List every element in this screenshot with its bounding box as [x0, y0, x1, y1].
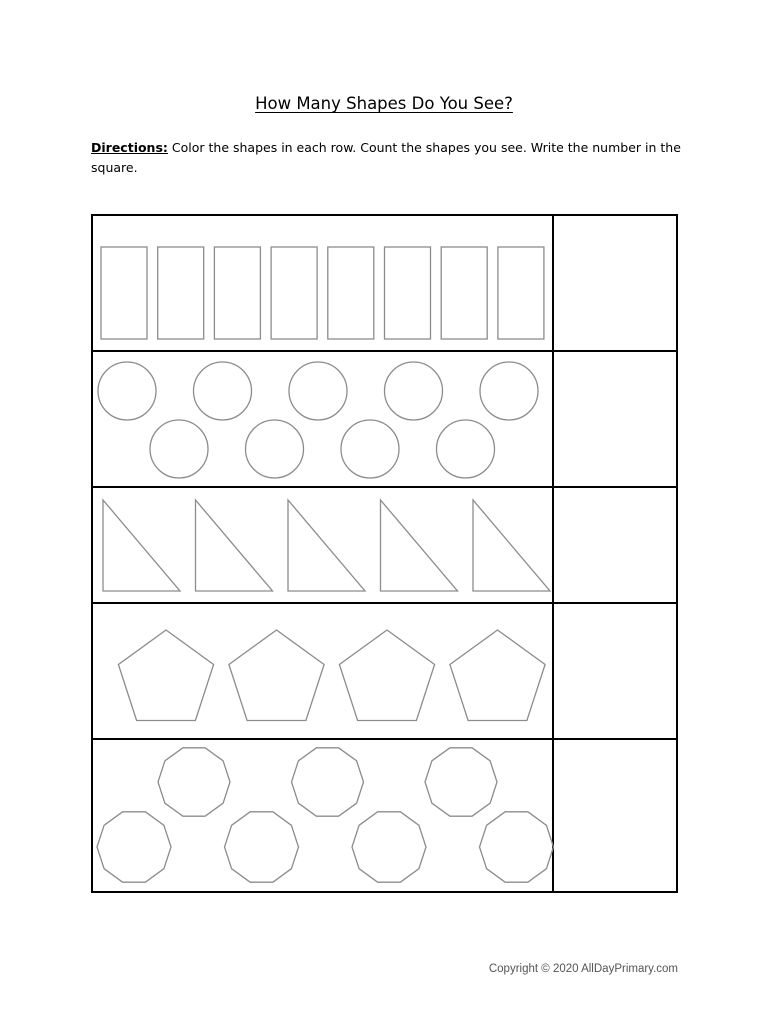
circle-shape[interactable]: [194, 362, 252, 420]
directions-text: Color the shapes in each row. Count the shapes you see. Write the number in the square.: [91, 140, 681, 175]
pentagon-shape[interactable]: [339, 630, 434, 721]
decagon-shape[interactable]: [425, 748, 497, 816]
rectangle-shape[interactable]: [328, 247, 374, 339]
triangle-shape[interactable]: [288, 500, 365, 591]
decagon-shape[interactable]: [158, 748, 230, 816]
copyright-text: Copyright © 2020 AllDayPrimary.com: [488, 963, 678, 975]
triangle-shape[interactable]: [473, 500, 550, 591]
decagon-shape[interactable]: [225, 812, 299, 882]
rectangle-shape[interactable]: [271, 247, 317, 339]
rectangle-shape[interactable]: [214, 247, 260, 339]
rectangle-shape[interactable]: [498, 247, 544, 339]
triangle-shape[interactable]: [103, 500, 180, 591]
page-title: How Many Shapes Do You See?: [255, 94, 513, 113]
rectangle-shape[interactable]: [385, 247, 431, 339]
answer-square-4[interactable]: [554, 604, 676, 738]
circle-shape[interactable]: [98, 362, 156, 420]
pentagon-shape[interactable]: [229, 630, 324, 721]
pentagon-shape[interactable]: [118, 630, 213, 721]
triangle-shape[interactable]: [381, 500, 458, 591]
answer-square-1[interactable]: [554, 216, 676, 350]
rectangle-shape[interactable]: [101, 247, 147, 339]
answer-square-2[interactable]: [554, 352, 676, 486]
answer-square-5[interactable]: [554, 740, 676, 891]
pentagon-shape[interactable]: [450, 630, 545, 721]
circle-shape[interactable]: [150, 420, 208, 478]
circle-shape[interactable]: [341, 420, 399, 478]
decagon-shape[interactable]: [480, 812, 554, 882]
decagon-shape[interactable]: [292, 748, 364, 816]
circle-shape[interactable]: [480, 362, 538, 420]
decagon-shape[interactable]: [352, 812, 426, 882]
directions-label: Directions:: [91, 140, 168, 155]
circle-shape[interactable]: [246, 420, 304, 478]
rectangle-shape[interactable]: [158, 247, 204, 339]
decagon-shape[interactable]: [97, 812, 171, 882]
circle-shape[interactable]: [385, 362, 443, 420]
circle-shape[interactable]: [289, 362, 347, 420]
circle-shape[interactable]: [437, 420, 495, 478]
triangle-shape[interactable]: [196, 500, 273, 591]
shapes-layer: [97, 247, 554, 882]
rectangle-shape[interactable]: [441, 247, 487, 339]
answer-square-3[interactable]: [554, 488, 676, 602]
